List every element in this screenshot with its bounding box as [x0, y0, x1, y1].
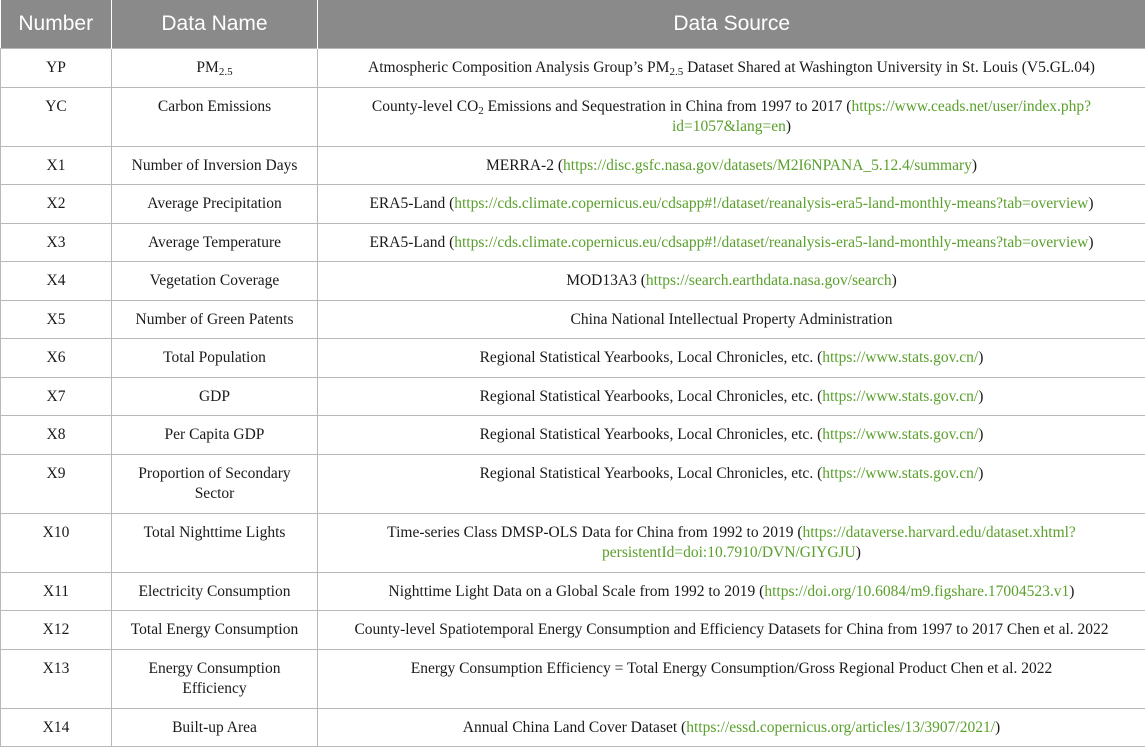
cell-data-source [318, 300, 1145, 339]
source-link[interactable]: https://www.stats.gov.cn/ [822, 464, 979, 482]
source-text: ) [785, 117, 792, 135]
source-text: ) [971, 156, 978, 174]
data-name-text: Number of Green Patents [135, 310, 294, 328]
source-link[interactable]: https://www.stats.gov.cn/ [822, 387, 979, 405]
cell-number: X6 [1, 339, 112, 378]
table-row [1, 416, 1145, 455]
cell-data-name [112, 262, 318, 301]
cell-data-name [112, 454, 318, 513]
header-data-source: Data Source [318, 0, 1145, 49]
cell-number: X12 [1, 611, 112, 650]
table-row [1, 223, 1145, 262]
table-row [1, 339, 1145, 378]
cell-number: X5 [1, 300, 112, 339]
cell-number: X13 [1, 649, 112, 708]
source-text: Regional Statistical Yearbooks, Local Chronicles, etc. ( [479, 387, 823, 405]
cell-number: X3 [1, 223, 112, 262]
source-text: ) [978, 464, 984, 482]
cell-data-name [112, 513, 318, 572]
cell-data-name [112, 611, 318, 650]
source-link[interactable]: https://www.ceads.net/user/index.php?id=1057&lang=en [671, 97, 1092, 135]
cell-data-source [318, 649, 1145, 708]
cell-number: YP [1, 49, 112, 88]
cell-data-name [112, 49, 318, 88]
cell-data-source [318, 513, 1145, 572]
data-name-text: PM [196, 59, 219, 76]
header-row [1, 0, 1145, 49]
data-name-text: GDP [198, 387, 230, 405]
cell-data-name [112, 146, 318, 185]
cell-number: X10 [1, 513, 112, 572]
data-name-text: Energy Consumption Efficiency [148, 659, 281, 697]
data-name-text: Total Nighttime Lights [143, 523, 286, 541]
data-name-text: Proportion of Secondary Sector [138, 464, 291, 502]
header-data-name: Data Name [112, 0, 318, 49]
source-text: ERA5-Land ( [369, 195, 455, 212]
source-text: ) [1088, 233, 1094, 251]
cell-data-source [318, 572, 1145, 611]
data-name-text: Average Temperature [147, 233, 282, 251]
cell-data-source [318, 223, 1145, 262]
source-text: Dataset Shared at Washington University in St. Louis (V5.GL.04) [683, 59, 1095, 76]
table-row [1, 262, 1145, 301]
cell-data-source [318, 339, 1145, 378]
table-row [1, 572, 1145, 611]
cell-number: X11 [1, 572, 112, 611]
source-text: County-level Spatiotemporal Energy Consumption and Efficiency Datasets for China from 1997 to 2017 Chen et al. 2022 [354, 621, 1109, 638]
source-text: ) [1088, 195, 1094, 212]
table-row [1, 185, 1145, 224]
table-row [1, 649, 1145, 708]
table-row [1, 454, 1145, 513]
cell-number: X14 [1, 708, 112, 747]
source-text: Nighttime Light Data on a Global Scale from 1992 to 2019 ( [388, 582, 765, 600]
cell-number: YC [1, 87, 112, 146]
subscript: 2.5 [218, 66, 233, 78]
source-text: ) [978, 387, 984, 405]
source-text: Time-series Class DMSP-OLS Data for China from 1992 to 2019 ( [387, 523, 803, 541]
source-link[interactable]: https://cds.climate.copernicus.eu/cdsapp#!/dataset/reanalysis-era5-land-monthly-means?tab=overview [454, 233, 1089, 251]
source-link[interactable]: https://search.earthdata.nasa.gov/search [645, 272, 892, 289]
cell-data-name [112, 223, 318, 262]
table-row [1, 300, 1145, 339]
source-text: ) [995, 718, 1001, 736]
cell-data-name [112, 339, 318, 378]
table-row [1, 87, 1145, 146]
table-row [1, 49, 1145, 88]
subscript: 2 [478, 104, 484, 117]
table-row [1, 708, 1145, 747]
cell-data-name [112, 185, 318, 224]
cell-data-name [112, 649, 318, 708]
source-text: Regional Statistical Yearbooks, Local Chronicles, etc. ( [479, 349, 823, 366]
source-text: China National Intellectual Property Administration [570, 310, 893, 328]
cell-number: X1 [1, 146, 112, 185]
data-name-text: Electricity Consumption [138, 582, 291, 600]
cell-data-source [318, 185, 1145, 224]
table-row [1, 146, 1145, 185]
source-text: Regional Statistical Yearbooks, Local Chronicles, etc. ( [479, 426, 823, 443]
cell-data-source [318, 611, 1145, 650]
cell-data-name [112, 572, 318, 611]
cell-number: X9 [1, 454, 112, 513]
source-text: County-level CO [371, 97, 479, 115]
cell-data-source [318, 377, 1145, 416]
source-text: MERRA-2 ( [485, 156, 564, 174]
source-text: Annual China Land Cover Dataset ( [462, 718, 687, 736]
cell-data-source [318, 416, 1145, 455]
cell-data-source [318, 49, 1145, 88]
source-text: MOD13A3 ( [566, 272, 646, 289]
data-name-text: Total Population [163, 349, 266, 366]
cell-data-name [112, 416, 318, 455]
cell-data-name [112, 708, 318, 747]
cell-data-source [318, 454, 1145, 513]
source-text: Energy Consumption Efficiency = Total Energy Consumption/Gross Regional Product Chen et al. 2022 [410, 659, 1053, 677]
data-name-text: Average Precipitation [147, 195, 282, 212]
subscript: 2.5 [669, 66, 684, 78]
table-row [1, 513, 1145, 572]
cell-data-source [318, 708, 1145, 747]
source-text: Emissions and Sequestration in China from 1997 to 2017 ( [483, 97, 852, 115]
source-link[interactable]: https://disc.gsfc.nasa.gov/datasets/M2I6NPANA_5.12.4/summary [563, 156, 972, 174]
cell-data-name [112, 377, 318, 416]
data-name-text: Number of Inversion Days [131, 156, 298, 174]
cell-data-source [318, 262, 1145, 301]
source-text: Atmospheric Composition Analysis Group’s PM [368, 59, 670, 76]
cell-number: X2 [1, 185, 112, 224]
source-link[interactable]: https://www.stats.gov.cn/ [822, 426, 979, 443]
data-name-text: Vegetation Coverage [149, 272, 280, 289]
source-text: ERA5-Land ( [369, 233, 455, 251]
table-row [1, 377, 1145, 416]
source-link[interactable]: https://essd.copernicus.org/articles/13/3907/2021/ [686, 718, 996, 736]
cell-number: X7 [1, 377, 112, 416]
table-body [1, 49, 1145, 747]
source-link[interactable]: https://dataverse.harvard.edu/dataset.xhtml?persistentId=doi:10.7910/DVN/GIYGJU [602, 523, 1076, 561]
cell-data-source [318, 87, 1145, 146]
source-link[interactable]: https://www.stats.gov.cn/ [822, 349, 979, 366]
table-row [1, 611, 1145, 650]
data-name-text: Total Energy Consumption [130, 621, 299, 638]
data-name-text: Per Capita GDP [164, 426, 265, 443]
source-text: ) [891, 272, 897, 289]
header-number: Number [1, 0, 112, 49]
cell-data-name [112, 87, 318, 146]
cell-data-source [318, 146, 1145, 185]
data-name-text: Built-up Area [172, 718, 257, 736]
source-text: ) [855, 543, 861, 561]
source-text: ) [978, 349, 984, 366]
cell-data-name [112, 300, 318, 339]
source-link[interactable]: https://cds.climate.copernicus.eu/cdsapp#!/dataset/reanalysis-era5-land-monthly-means?tab=overview [454, 195, 1089, 212]
source-link[interactable]: https://doi.org/10.6084/m9.figshare.17004523.v1 [764, 582, 1070, 600]
cell-number: X4 [1, 262, 112, 301]
source-text: ) [1069, 582, 1075, 600]
cell-number: X8 [1, 416, 112, 455]
source-text: ) [978, 426, 984, 443]
source-text: Regional Statistical Yearbooks, Local Chronicles, etc. ( [479, 464, 823, 482]
data-name-text: Carbon Emissions [157, 97, 272, 115]
